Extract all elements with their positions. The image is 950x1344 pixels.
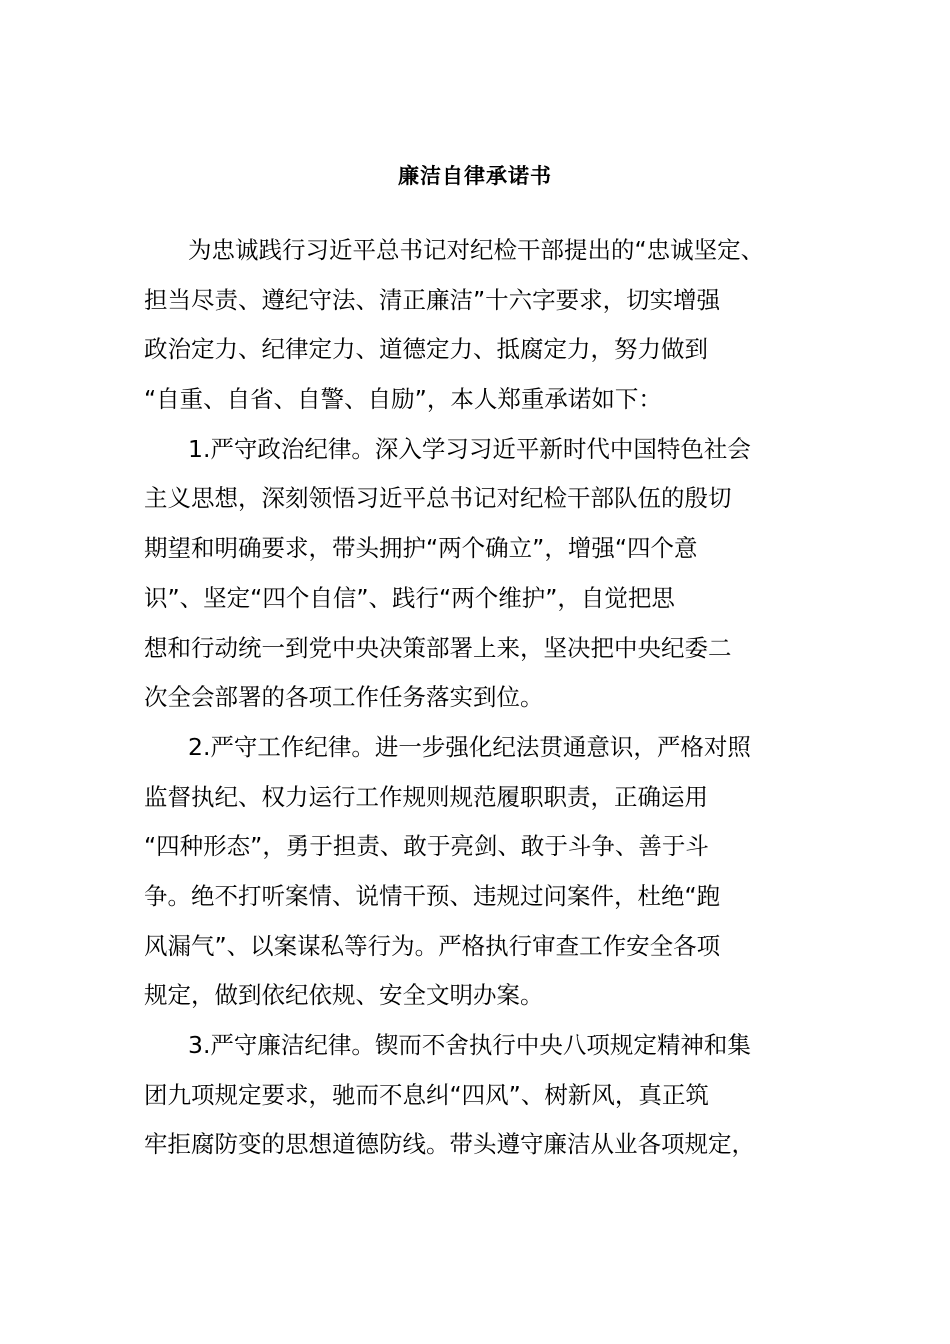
paragraph-line: “四种形态”，勇于担责、敢于亮剑、敢于斗争、善于斗	[144, 832, 709, 861]
document-title: 廉洁自律承诺书	[398, 164, 552, 188]
paragraph-line: 政治定力、纪律定力、道德定力、抵腐定力，努力做到	[144, 335, 708, 364]
paragraph-line: 为忠诚践行习近平总书记对纪检干部提出的“忠诚坚定、	[188, 236, 765, 264]
paragraph-line: “自重、自省、自警、自励”，本人郑重承诺如下：	[144, 385, 662, 414]
paragraph-line: 风漏气”、以案谋私等行为。严格执行审查工作安全各项	[144, 931, 721, 960]
paragraph-line: 想和行动统一到党中央决策部署上来，坚决把中央纪委二	[144, 633, 732, 662]
document-body	[144, 226, 814, 1170]
paragraph-line: 主义思想，深刻领悟习近平总书记对纪检干部队伍的殷切	[144, 484, 732, 513]
paragraph-line: 期望和明确要求，带头拥护“两个确立”，增强“四个意	[144, 534, 698, 563]
paragraph-line: 1.严守政治纪律。深入学习习近平新时代中国特色社会	[188, 434, 751, 463]
paragraph-line: 识”、坚定“四个自信”、践行“两个维护”，自觉把思	[144, 583, 675, 612]
paragraph-line: 监督执纪、权力运行工作规则规范履职职责，正确运用	[144, 782, 708, 811]
paragraph-line: 牢拒腐防变的思想道德防线。带头遵守廉洁从业各项规定，	[144, 1130, 755, 1159]
paragraph-line: 担当尽责、遵纪守法、清正廉洁”十六字要求，切实增强	[144, 285, 721, 314]
paragraph-line: 争。绝不打听案情、说情干预、违规过问案件，杜绝“跑	[144, 881, 721, 910]
paragraph-line: 规定，做到依纪依规、安全文明办案。	[144, 981, 544, 1010]
paragraph-line: 次全会部署的各项工作任务落实到位。	[144, 683, 544, 712]
paragraph-line: 3.严守廉洁纪律。锲而不舍执行中央八项规定精神和集	[188, 1031, 751, 1059]
paragraph-line: 团九项规定要求，驰而不息纠“四风”、树新风，真正筑	[144, 1080, 709, 1109]
paragraph-line: 2.严守工作纪律。进一步强化纪法贯通意识，严格对照	[188, 732, 751, 761]
